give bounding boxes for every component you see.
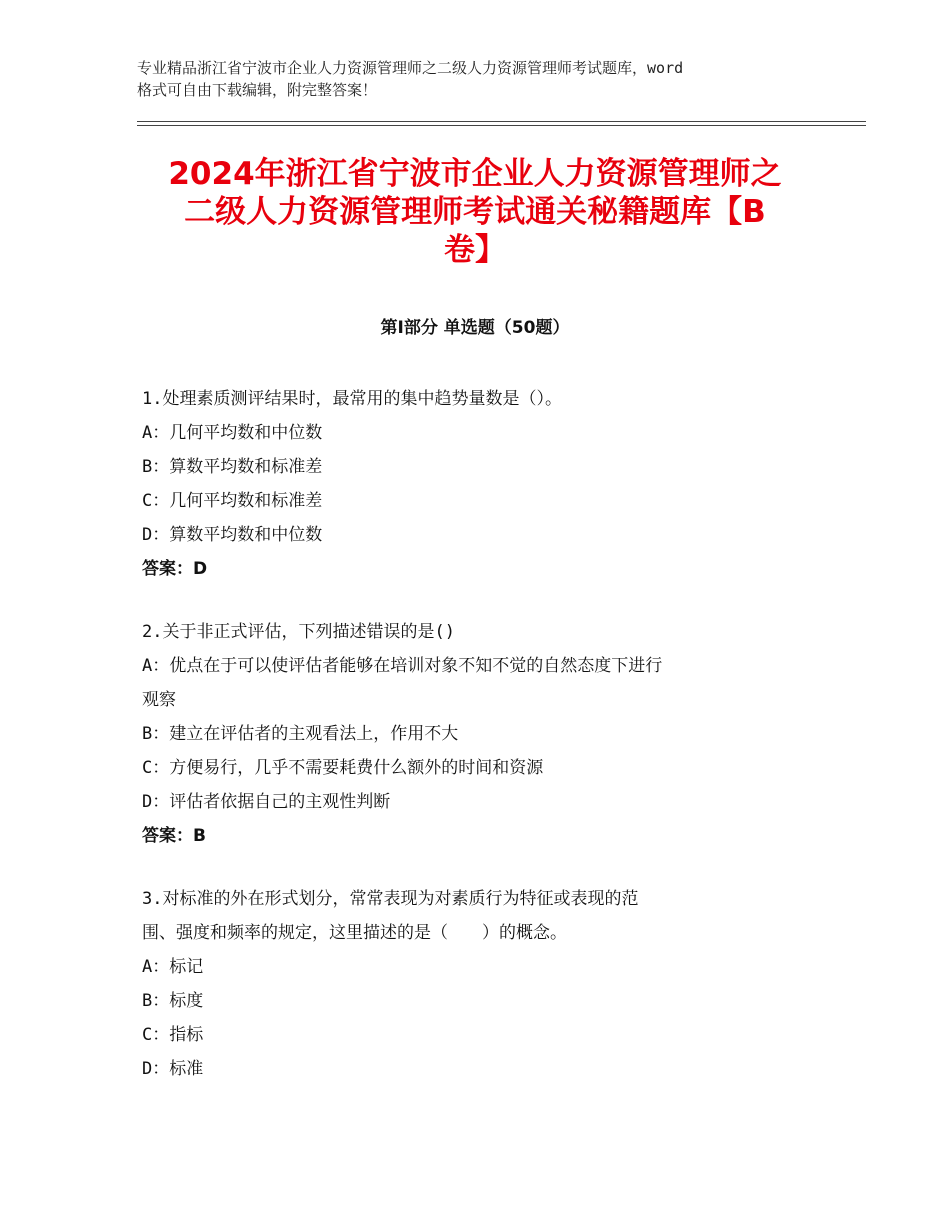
option-a: A：优点在于可以使评估者能够在培训对象不知不觉的自然态度下进行 bbox=[142, 656, 663, 676]
title-line: 卷】 bbox=[444, 232, 506, 268]
question-item bbox=[142, 615, 822, 853]
option-b: B：标度 bbox=[142, 991, 204, 1011]
option-d: D：算数平均数和中位数 bbox=[142, 525, 323, 545]
question-stem: 3.对标准的外在形式划分，常常表现为对素质行为特征或表现的范 bbox=[142, 889, 639, 909]
document-title bbox=[120, 155, 830, 269]
option-b: B：建立在评估者的主观看法上，作用不大 bbox=[142, 724, 459, 744]
title-line: 2024年浙江省宁波市企业人力资源管理师之 bbox=[168, 156, 782, 192]
option-d: D：标准 bbox=[142, 1059, 204, 1079]
option-b: B：算数平均数和标准差 bbox=[142, 457, 323, 477]
question-item bbox=[142, 382, 822, 586]
header-rule bbox=[137, 125, 866, 126]
option-a-continued: 观察 bbox=[142, 690, 176, 710]
header-rule bbox=[137, 121, 866, 122]
option-a: A：标记 bbox=[142, 957, 204, 977]
question-item bbox=[142, 882, 822, 1086]
option-c: C：方便易行，几乎不需要耗费什么额外的时间和资源 bbox=[142, 758, 544, 778]
header-note bbox=[137, 57, 837, 101]
section-title: 第Ⅰ部分 单选题（50题） bbox=[380, 318, 570, 338]
question-list bbox=[142, 382, 822, 1115]
title-line: 二级人力资源管理师考试通关秘籍题库【B bbox=[184, 194, 766, 230]
question-stem-continued: 围、强度和频率的规定，这里描述的是（ ）的概念。 bbox=[142, 923, 567, 943]
option-c: C：几何平均数和标准差 bbox=[142, 491, 323, 511]
question-stem: 1.处理素质测评结果时，最常用的集中趋势量数是（）。 bbox=[142, 389, 562, 409]
answer-line: 答案：B bbox=[142, 826, 206, 846]
header-note-line: 专业精品浙江省宁波市企业人力资源管理师之二级人力资源管理师考试题库，word bbox=[137, 59, 684, 77]
option-a: A：几何平均数和中位数 bbox=[142, 423, 323, 443]
header-note-line: 格式可自由下载编辑，附完整答案！ bbox=[137, 81, 378, 99]
option-c: C：指标 bbox=[142, 1025, 204, 1045]
question-stem: 2.关于非正式评估，下列描述错误的是() bbox=[142, 622, 455, 642]
option-d: D：评估者依据自己的主观性判断 bbox=[142, 792, 391, 812]
answer-line: 答案：D bbox=[142, 559, 208, 579]
